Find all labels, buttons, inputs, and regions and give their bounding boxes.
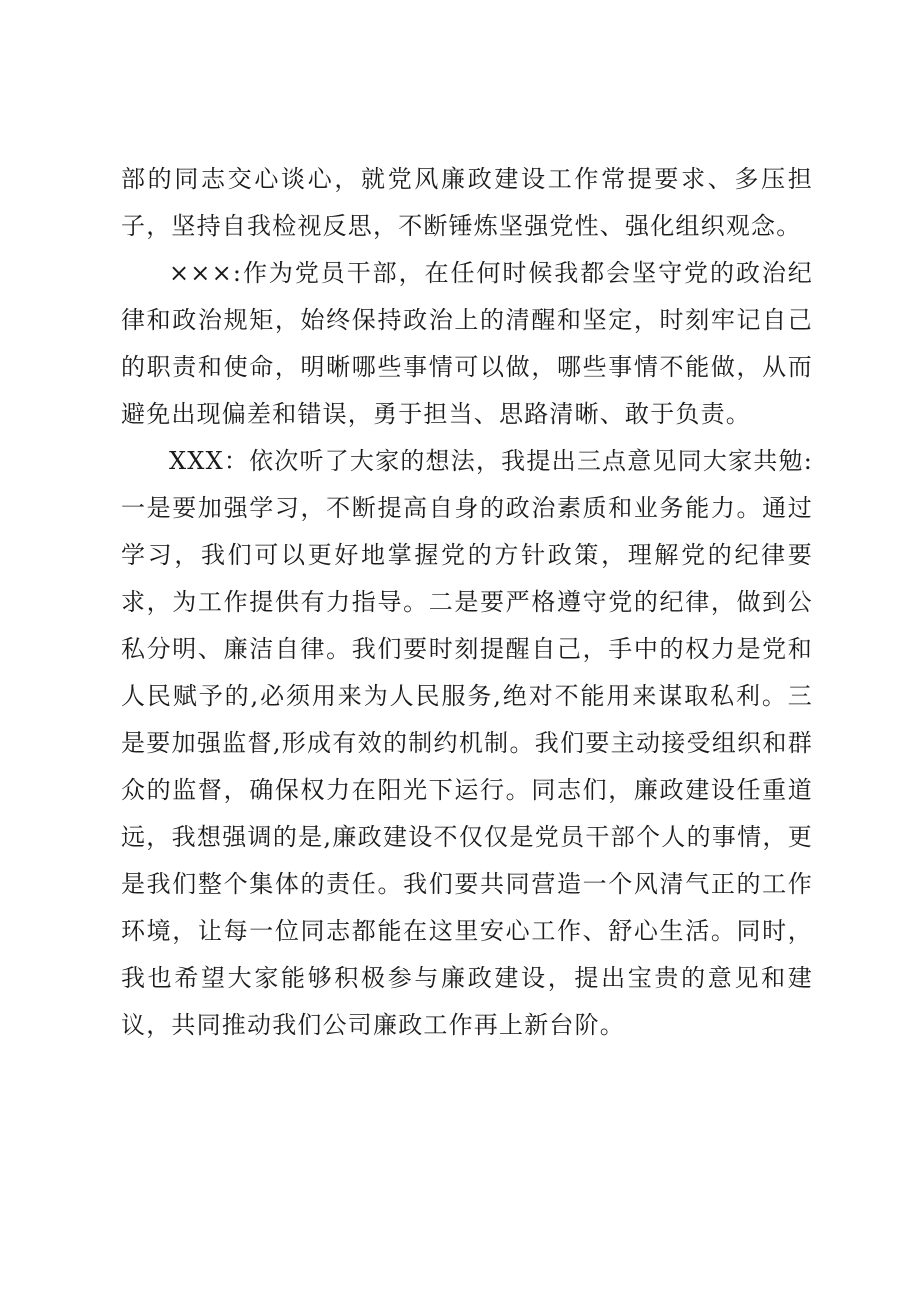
paragraph-speaker-statement: ×××:作为党员干部，在任何时候我都会坚守党的政治纪律和政治规矩，始终保持政治上的清醒和坚定，时刻牢记自己的职责和使命，明晰哪些事情可以做，哪些事情不能做，从而避免出现偏差和错误，勇于担当、思路清晰、敢于负责。 bbox=[121, 259, 813, 428]
document-body bbox=[121, 156, 813, 1049]
paragraph-continuation: 部的同志交心谈心，就党风廉政建设工作常提要求、多压担子，坚持自我检视反思，不断锤炼坚强党性、强化组织观念。 bbox=[121, 165, 813, 240]
paragraph-closing-remarks: XXX：依次听了大家的想法，我提出三点意见同大家共勉:一是要加强学习，不断提高自身的政治素质和业务能力。通过学习，我们可以更好地掌握党的方针政策，理解党的纪律要求，为工作提供有力指导。二是要严格遵守党的纪律，做到公私分明、廉洁自律。我们要时刻提醒自己，手中的权力是党和人民赋予的,必须用来为人民服务,绝对不能用来谋取私利。三是要加强监督,形成有效的制约机制。我们要主动接受组织和群众的监督，确保权力在阳光下运行。同志们，廉政建设任重道远，我想强调的是,廉政建设不仅仅是党员干部个人的事情，更是我们整个集体的责任。我们要共同营造一个风清气正的工作环境，让每一位同志都能在这里安心工作、舒心生活。同时，我也希望大家能够积极参与廉政建设，提出宝贵的意见和建议，共同推动我们公司廉政工作再上新台阶。 bbox=[121, 447, 813, 1039]
